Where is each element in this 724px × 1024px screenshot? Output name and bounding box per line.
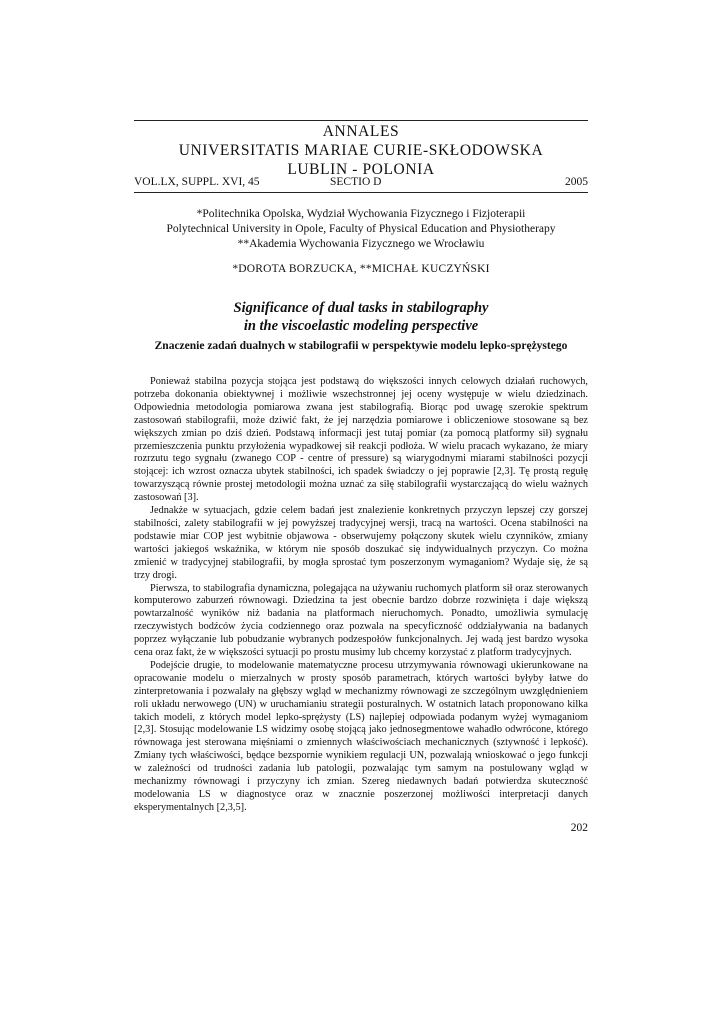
paragraph: Podejście drugie, to modelowanie matematyczne procesu utrzymywania równowagi ukierunkowane na opracowanie modelu o mierzalnych w prosty sposób parametrach, których wartości byłyby łatwe do zinterpretowania i pozwalały na głębszy wgląd w mechanizmy równowagi ze szczególnym uwzględnieniem roli układu nerwowego (UN) w uruchamianiu strategii posturalnych. W ostatnich latach proponowano kilka takich modeli, z których model lepko-sprężysty (LS) najlepiej odpowiada podanym wyżej wymaganiom [2,3]. Stosując modelowanie LS widzimy osobę stojącą jako jednosegmentowe wahadło odwrócone, którego równowaga jest sterowana mięśniami o zmiennych właściwościach mechanicznych (sztywność i lepkość). Zmiany tych właściwości, będące bezspornie wynikiem regulacji UN, pozwalają wnioskować o jego funkcji w zależności od trudności zadania lub patologii, pozwalając tym samym na postulowany wgląd w mechanizmy równowagi i przyczyny ich zmian. Szereg niedawnych badań potwierdza skuteczność modelowania LS w diagnostyce oraz w znacznie poszerzonej możliwości interpretacji danych eksperymentalnych [2,3,5].: [134, 659, 588, 813]
page-number: 202: [570, 822, 588, 834]
journal-name-line2: UNIVERSITATIS MARIAE CURIE-SKŁODOWSKA: [178, 142, 544, 159]
title-english-line2: in the viscoelastic modeling perspective: [243, 318, 479, 334]
paragraph: Pierwsza, to stabilografia dynamiczna, polegająca na używaniu ruchomych platform sił oraz sterowanych komputerowo zaburzeń równowagi. Dziedzina ta jest obecnie bardzo dobrze rozwinięta i daje większą powtarzalność wyników niż badania na platformach nieruchomych. Ponadto, umożliwia symulację rzeczywistych bodźców życia codziennego oraz pozwala na specyficzność oddziaływania na badanych poprzez wyłączanie lub pobudzanie wybranych podzespołów funkcjonalnych. Jej wadą jest bardzo wysoka cena oraz fakt, że w większości sytuacji po prostu musimy lub chcemy korzystać z platform tradycyjnych.: [134, 582, 588, 659]
volume-info: VOL.LX, SUPPL. XVI, 45: [134, 176, 260, 188]
affiliation-3: **Akademia Wychowania Fizycznego we Wrocławiu: [237, 238, 485, 250]
authors: *DOROTA BORZUCKA, **MICHAŁ KUCZYŃSKI: [232, 263, 490, 275]
title-english: [134, 299, 588, 335]
top-rule: [134, 120, 588, 121]
bottom-rule: [134, 192, 588, 193]
year-info: 2005: [565, 176, 588, 188]
journal-name-line1: ANNALES: [322, 123, 400, 140]
affiliation-1: *Politechnika Opolska, Wydział Wychowania Fizycznego i Fizjoterapii: [196, 208, 526, 220]
paragraph: Jednakże w sytuacjach, gdzie celem badań jest znalezienie konkretnych przyczyn lepszej czy gorszej stabilności, zalety stabilografii w jej powyższej tradycyjnej wersji, tracą na wartości. Ocena stabilności na podstawie miar COP jest wybitnie objawowa - obserwujemy połączony skutek wielu czynników, zmiany wartości jakiegoś wskaźnika, w którym nie sposób doszukać się indywidualnych przyczyn. Co można zmienić w tradycyjnej stabilografii, by mogła sprostać tym poszerzonym wymaganiom? Wydaje się, że są trzy drogi.: [134, 505, 588, 581]
article-body: [134, 376, 588, 815]
section-info: SECTIO D: [330, 176, 382, 188]
title-english-line1: Significance of dual tasks in stabilography: [233, 300, 489, 316]
title-polish: Znaczenie zadań dualnych w stabilografii w perspektywie modelu lepko-sprężystego: [154, 340, 568, 352]
journal-location: LUBLIN - POLONIA: [287, 161, 435, 178]
paragraph: Ponieważ stabilna pozycja stojąca jest podstawą do większości innych celowych działań ruchowych, potrzeba dokonania obiektywnej i możliwie wszechstronnej jej oceny występuje w wielu dziedzinach. Odpowiednia metodologia pomiarowa zwana jest stabilografią. Biorąc pod uwagę szerokie spektrum zastosowań stabilografii, może dziwić fakt, że jej narzędzia pomiarowe i obliczeniowe stosowane są bez większych zmian po dziś dzień. Podstawą informacji jest tutaj pomiar (za pomocą platformy sił) sygnału przemieszczenia punktu przyłożenia wypadkowej sił reakcji podłoża. W wielu pracach wykazano, że miary rozrzutu tego sygnału (zwanego COP - centre of pressure) są wiarygodnymi miarami stabilności pozycji stojącej: ich wzrost oznacza ubytek stabilności, ich spadek świadczy o jej poprawie [2,3]. Tę prostą regułę towarzyszącą równie prostej metodologii można uznać za siłę stabilografii wystarczającą do wielu ważnych zastosowań [3].: [134, 376, 588, 504]
journal-header: [134, 122, 588, 179]
affiliations: [134, 207, 588, 252]
affiliation-2: Polytechnical University in Opole, Faculty of Physical Education and Physiotherapy: [166, 223, 556, 235]
journal-meta-row: [134, 176, 588, 192]
